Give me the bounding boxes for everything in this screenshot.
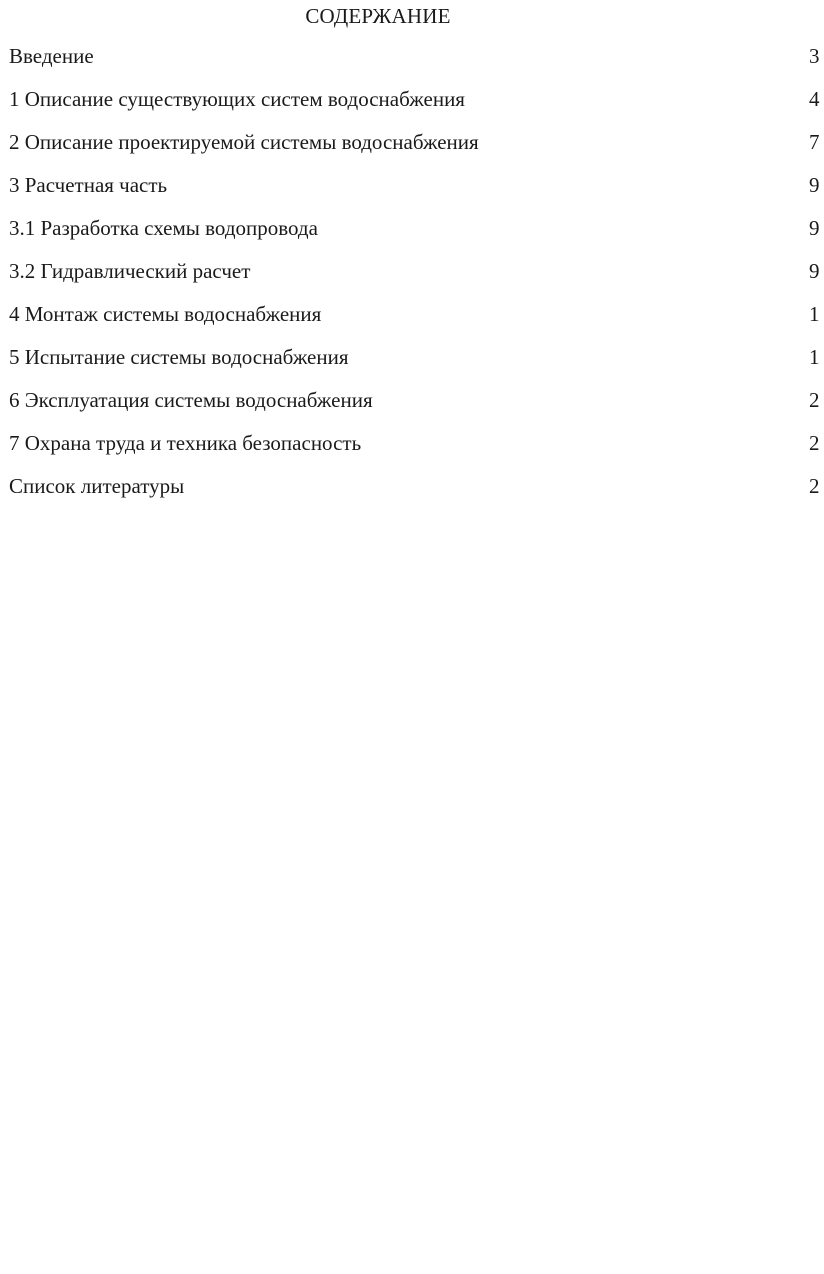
toc-entry-page: 9 (809, 173, 820, 197)
toc-entry (9, 86, 824, 129)
toc-entry (9, 430, 824, 473)
toc-entry-page: 9 (809, 216, 820, 240)
toc-entry-page: 4 (809, 87, 820, 111)
toc-entry (9, 344, 824, 387)
toc-entry-label: 1 Описание существующих систем водоснабжения (9, 87, 465, 111)
page-title: СОДЕРЖАНИЕ (305, 4, 451, 28)
toc-entry-label: 3 Расчетная часть (9, 173, 168, 197)
toc-entry-page: 7 (809, 130, 820, 154)
toc-entry (9, 172, 824, 215)
toc-entry-page: 1 (809, 345, 820, 369)
toc-entry (9, 43, 824, 86)
toc-entry-page: 2 (809, 474, 820, 498)
toc-entry-label: 7 Охрана труда и техника безопасность (9, 431, 362, 455)
toc-entry-label: 4 Монтаж системы водоснабжения (9, 302, 322, 326)
toc-entry-label: 2 Описание проектируемой системы водоснабжения (9, 130, 479, 154)
toc-entry (9, 258, 824, 301)
toc-entry-page: 2 (809, 388, 820, 412)
toc-entry (9, 215, 824, 258)
toc-entry (9, 387, 824, 430)
toc-entry (9, 301, 824, 344)
toc-entry-label: 3.1 Разработка схемы водопровода (9, 216, 318, 240)
table-of-contents (9, 43, 824, 516)
toc-entry-label: 3.2 Гидравлический расчет (9, 259, 251, 283)
toc-entry (9, 473, 824, 516)
toc-entry-label: Список литературы (9, 474, 185, 498)
toc-entry-page: 9 (809, 259, 820, 283)
toc-entry-label: 6 Эксплуатация системы водоснабжения (9, 388, 373, 412)
toc-entry (9, 129, 824, 172)
toc-entry-page: 1 (809, 302, 820, 326)
toc-entry-label: 5 Испытание системы водоснабжения (9, 345, 349, 369)
toc-entry-page: 3 (809, 44, 820, 68)
toc-entry-label: Введение (9, 44, 94, 68)
toc-entry-page: 2 (809, 431, 820, 455)
